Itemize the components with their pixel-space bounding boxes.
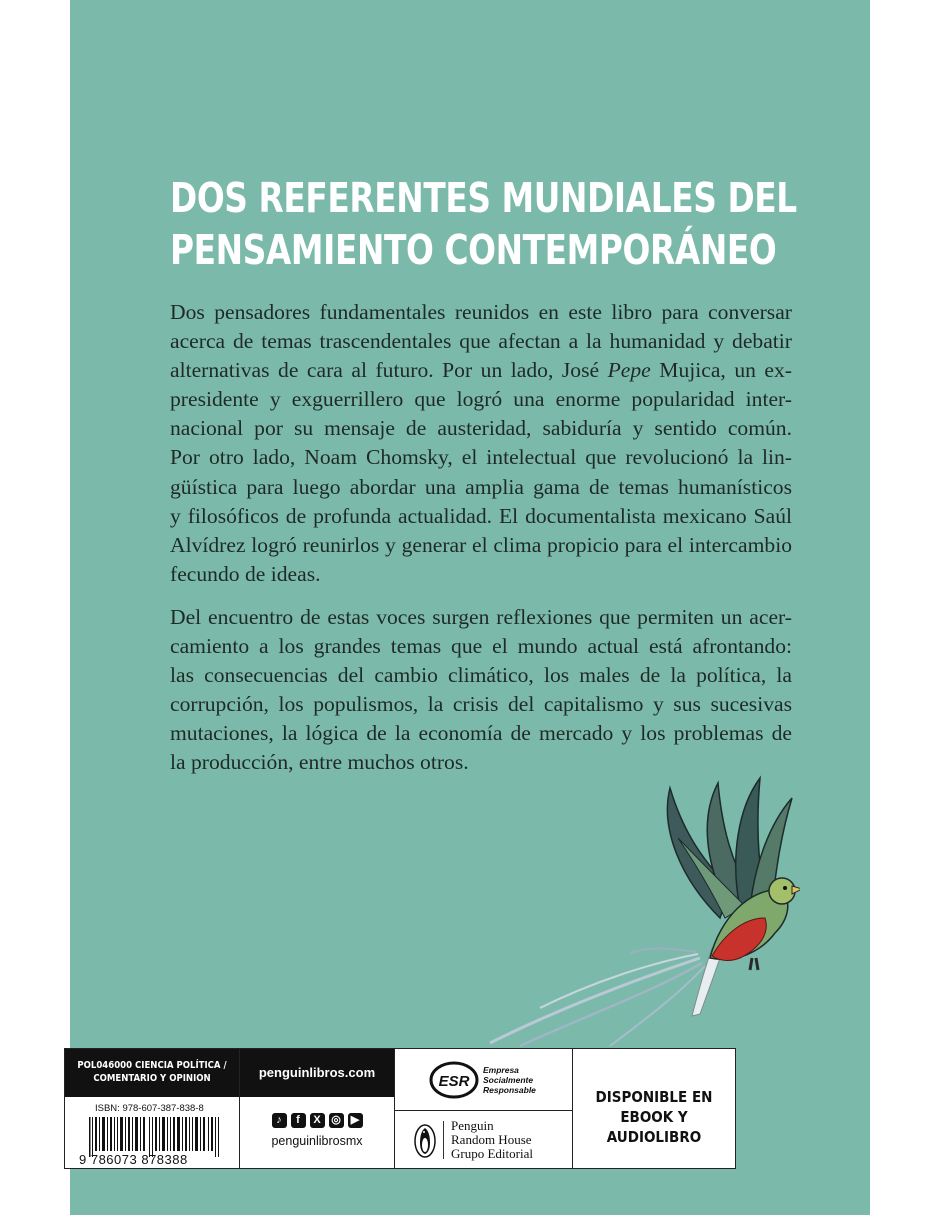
isbn-text: ISBN: 978-607-387-838-8 bbox=[95, 1103, 204, 1114]
availability-column bbox=[573, 1049, 735, 1168]
text-line: presidente y exguerrillero que logró una enorme popularidad inter- bbox=[170, 387, 792, 412]
headline-line-2: PENSAMIENTO CONTEMPORÁNEO bbox=[170, 226, 777, 274]
text-line: mutaciones, la lógica de la economía de mercado y los problemas de bbox=[170, 721, 792, 746]
web-social-column bbox=[240, 1049, 395, 1168]
esr-logo-icon bbox=[429, 1060, 479, 1100]
penguin-icon bbox=[413, 1121, 437, 1159]
back-cover bbox=[70, 0, 870, 1215]
text-line: alternativas de cara al futuro. Por un lado, José Pepe Mujica, un ex- bbox=[170, 358, 792, 383]
svg-text:ESR: ESR bbox=[438, 1073, 470, 1090]
social-icons bbox=[240, 1113, 394, 1128]
text-line: Dos pensadores fundamentales reunidos en este libro para conversar bbox=[170, 300, 792, 324]
text-line: Por otro lado, Noam Chomsky, el intelectual que revolucionó la lin- bbox=[170, 445, 792, 470]
esr-label: Empresa Socialmente Responsable bbox=[483, 1065, 536, 1095]
youtube-icon[interactable]: ▶ bbox=[348, 1113, 363, 1128]
category-label: POL046000 CIENCIA POLÍTICA / COMENTARIO Y OPINION bbox=[65, 1049, 239, 1097]
barcode-icon bbox=[89, 1117, 219, 1157]
text-line: camiento a los grandes temas que el mundo actual está afrontando: bbox=[170, 634, 792, 659]
text-line: acerca de temas trascendentales que afectan a la humanidad y debatir bbox=[170, 329, 792, 354]
text-line: Del encuentro de estas voces surgen reflexiones que permiten un acer- bbox=[170, 605, 792, 629]
tiktok-icon[interactable]: ♪ bbox=[272, 1113, 287, 1128]
barcode-column bbox=[65, 1049, 240, 1168]
text-line: y filosóficos de profunda actualidad. El documentalista mexicano Saúl bbox=[170, 503, 792, 528]
website-link[interactable]: penguinlibros.com bbox=[240, 1049, 394, 1097]
quetzal-illustration bbox=[420, 768, 800, 1048]
publisher-divider bbox=[443, 1121, 444, 1159]
publisher-column bbox=[395, 1049, 573, 1168]
publisher-logo bbox=[395, 1111, 573, 1168]
x-icon[interactable]: X bbox=[310, 1113, 325, 1128]
esr-badge bbox=[395, 1049, 573, 1111]
text-line: corrupción, los populismos, la crisis del capitalismo y sus sucesivas bbox=[170, 692, 792, 717]
text-line: las consecuencias del cambio climático, los males de la política, la bbox=[170, 663, 792, 688]
text-line: la producción, entre muchos otros. bbox=[170, 750, 469, 775]
text-line: Alvídrez logró reunirlos y generar el clima propicio para el intercambio bbox=[170, 532, 792, 557]
barcode-number: 9 786073 878388 bbox=[79, 1152, 188, 1167]
synopsis-paragraph-2 bbox=[170, 603, 792, 778]
instagram-icon[interactable]: ◎ bbox=[329, 1113, 344, 1128]
facebook-icon[interactable]: f bbox=[291, 1113, 306, 1128]
text-line: nacional por su mensaje de austeridad, sabiduría y sentido común. bbox=[170, 416, 792, 441]
social-handle: penguinlibrosmx bbox=[271, 1134, 363, 1148]
synopsis-paragraph-1 bbox=[170, 298, 792, 589]
text-line: güística para luego abordar una amplia gama de temas humanísticos bbox=[170, 474, 792, 499]
availability-note: DISPONIBLE EN EBOOK Y AUDIOLIBRO bbox=[595, 1088, 713, 1146]
headline bbox=[170, 172, 797, 276]
headline-line-1: DOS REFERENTES MUNDIALES DEL bbox=[170, 174, 797, 222]
pepe-italic: Pepe bbox=[607, 358, 651, 383]
text-line: fecundo de ideas. bbox=[170, 561, 321, 586]
back-cover-footer bbox=[64, 1048, 736, 1169]
publisher-name: Penguin Random House Grupo Editorial bbox=[451, 1118, 533, 1161]
